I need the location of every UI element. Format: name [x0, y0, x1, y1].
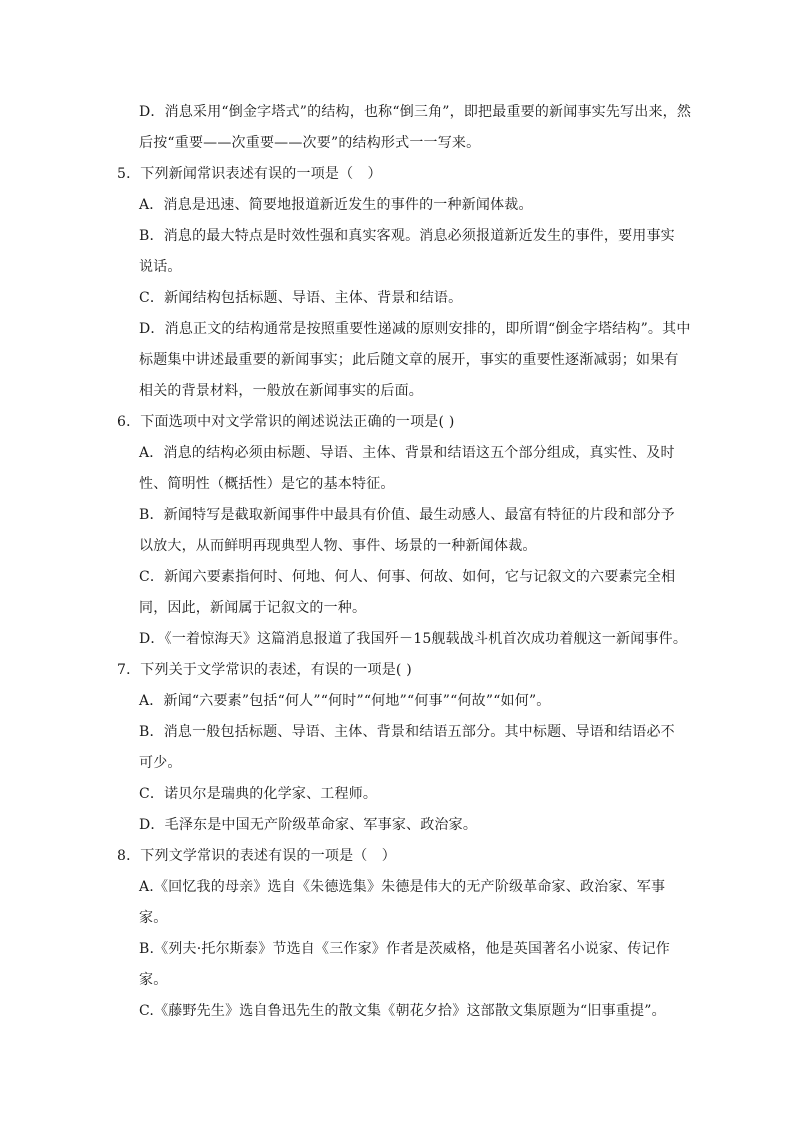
- question-text-line: 5．下列新闻常识表述有误的一项是（ ）: [117, 166, 382, 182]
- question-text-line: 8．下列文学常识的表述有误的一项是（ ）: [117, 848, 396, 864]
- option-text-line: 性、简明性（概括性）是它的基本特征。: [139, 476, 395, 492]
- answer-option: [117, 810, 677, 841]
- answer-option: [117, 97, 692, 159]
- option-text-line: 家。: [139, 910, 168, 926]
- option-text-line: C．诺贝尔是瑞典的化学家、工程师。: [139, 786, 378, 802]
- option-text-line: 家。: [139, 972, 168, 988]
- option-text-line: 同，因此，新闻属于记叙文的一种。: [139, 600, 367, 616]
- option-text-line: D．毛泽东是中国无产阶级革命家、军事家、政治家。: [139, 817, 478, 833]
- option-text-line: A．消息是迅速、简要地报道新近发生的事件的一种新闻体裁。: [139, 197, 533, 213]
- answer-option: [117, 221, 677, 283]
- question-stem: [117, 841, 677, 872]
- answer-option: [117, 872, 677, 934]
- option-text-line: C．新闻结构包括标题、导语、主体、背景和结语。: [139, 290, 463, 306]
- option-text-line: D．消息采用“倒金字塔式”的结构，也称“倒三角”，即把最重要的新闻事实先写出来，然: [139, 104, 692, 120]
- question-stem: [117, 407, 677, 438]
- answer-option: [117, 686, 677, 717]
- question-text-line: 7．下列关于文学常识的表述，有误的一项是( ): [117, 662, 412, 678]
- option-text-line: 以放大，从而鲜明再现典型人物、事件、场景的一种新闻体裁。: [139, 538, 537, 554]
- option-text-line: B．消息的最大特点是时效性强和真实客观。消息必须报道新近发生的事件，要用事实: [139, 228, 675, 244]
- option-text-line: A．新闻“六要素”包括“何人”“何时”“何地”“何事”“何故”“如何”。: [139, 693, 551, 709]
- answer-option: [117, 283, 677, 314]
- answer-option: [117, 934, 677, 996]
- answer-option: [117, 562, 677, 624]
- answer-option: [117, 314, 691, 407]
- option-text-line: 标题集中讲述最重要的新闻事实；此后随文章的展开，事实的重要性逐渐减弱；如果有: [139, 352, 679, 368]
- option-text-line: A．消息的结构必须由标题、导语、主体、背景和结语这五个部分组成，真实性、及时: [139, 445, 675, 461]
- answer-option: [117, 779, 677, 810]
- question-list: [117, 97, 692, 1027]
- option-text-line: D．《一着惊海天》这篇消息报道了我国歼－15舰载战斗机首次成功着舰这一新闻事件。: [139, 631, 688, 647]
- question-stem: [117, 159, 677, 190]
- option-text-line: C．新闻六要素指何时、何地、何人、何事、何故、如何，它与记叙文的六要素完全相: [139, 569, 676, 585]
- answer-option: [117, 190, 677, 221]
- option-text-line: 后按“重要——次重要——次要”的结构形式一一写来。: [139, 135, 481, 151]
- option-text-line: B.《列夫·托尔斯泰》节选自《三作家》作者是茨威格，他是英国著名小说家、传记作: [139, 941, 670, 957]
- answer-option: [117, 500, 677, 562]
- option-text-line: 相关的背景材料，一般放在新闻事实的后面。: [139, 383, 423, 399]
- question-text-line: 6．下面选项中对文学常识的阐述说法正确的一项是( ): [117, 414, 455, 430]
- answer-option: [117, 438, 677, 500]
- question-stem: [117, 655, 677, 686]
- option-text-line: A.《回忆我的母亲》选自《朱德选集》朱德是伟大的无产阶级革命家、政治家、军事: [139, 879, 666, 895]
- answer-option: [117, 624, 688, 655]
- option-text-line: B．消息一般包括标题、导语、主体、背景和结语五部分。其中标题、导语和结语必不: [139, 724, 675, 740]
- option-text-line: D．消息正文的结构通常是按照重要性递减的原则安排的，即所谓“倒金字塔结构”。其中: [139, 321, 691, 337]
- option-text-line: B．新闻特写是截取新闻事件中最具有价值、最生动感人、最富有特征的片段和部分予: [139, 507, 675, 523]
- option-text-line: C.《藤野先生》选自鲁迅先生的散文集《朝花夕拾》这部散文集原题为“旧事重提”。: [139, 1003, 666, 1019]
- answer-option: [117, 717, 677, 779]
- option-text-line: 说话。: [139, 259, 182, 275]
- option-text-line: 可少。: [139, 755, 182, 771]
- answer-option: [117, 996, 677, 1027]
